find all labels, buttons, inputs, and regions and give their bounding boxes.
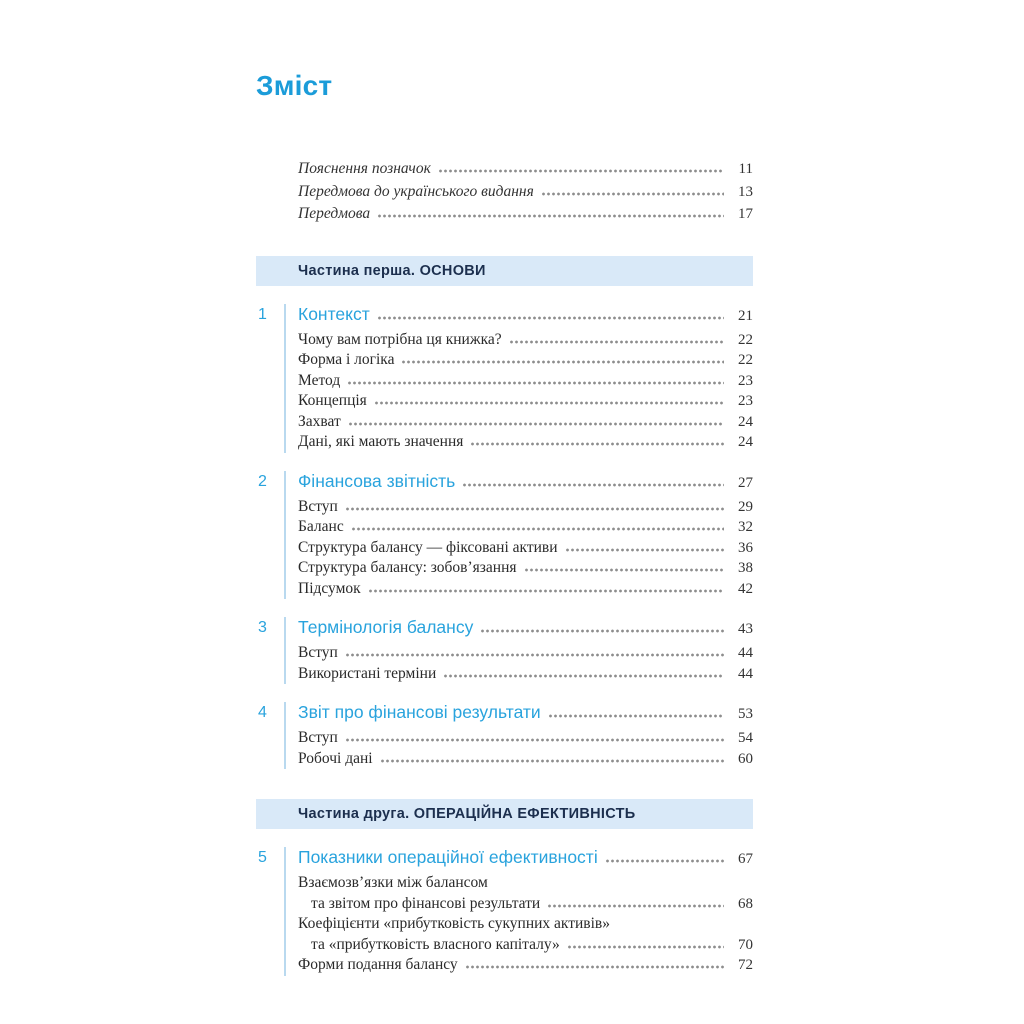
page-number: 11: [738, 161, 753, 177]
chapter-title-row: [298, 617, 753, 638]
toc-entry: [298, 728, 753, 749]
entry-row: [298, 517, 753, 538]
page-number: 36: [738, 539, 753, 556]
chapter: [258, 702, 753, 769]
page-number: 23: [738, 393, 753, 409]
toc-entry: [298, 371, 753, 392]
page-number: 24: [738, 413, 753, 430]
chapter-title: Звіт про фінансові результати: [298, 702, 541, 722]
chapter: [258, 617, 753, 684]
entry-row: [298, 391, 753, 412]
page-number: 17: [738, 206, 753, 222]
front-matter-entry: Пояснення позначок: [298, 160, 431, 177]
entry-row: [298, 558, 753, 579]
entry: Робочі дані: [298, 749, 373, 767]
dot-leader: [524, 568, 724, 572]
chapter: [258, 303, 753, 453]
page-number: 23: [738, 372, 753, 389]
page-number: 27: [738, 474, 753, 491]
chapter-number: 4: [258, 704, 267, 721]
entry-row: [298, 371, 753, 392]
entry: та звітом про фінансові результати: [311, 894, 541, 912]
entry-row: [298, 432, 753, 453]
entry: Вступ: [298, 729, 338, 746]
front-matter-entry: Передмова до українського видання: [298, 182, 534, 200]
page-number: 43: [738, 621, 753, 637]
page-number: 72: [738, 957, 753, 973]
page-number: 29: [738, 498, 753, 515]
toc-entry: [298, 955, 753, 976]
entry: Концепція: [298, 392, 367, 409]
part-header: [256, 799, 753, 829]
page-number: 32: [738, 519, 753, 535]
dot-leader: [480, 629, 724, 633]
page-number: 22: [738, 331, 753, 348]
dot-leader: [567, 945, 724, 949]
toc-entry: [298, 330, 753, 351]
entry: Вступ: [298, 497, 338, 515]
front-matter-entry: Передмова: [298, 205, 371, 222]
dot-leader: [377, 316, 724, 320]
page-number: 21: [738, 307, 753, 324]
dot-leader: [380, 759, 724, 763]
page-number: 22: [738, 352, 753, 368]
entry: Підсумок: [298, 579, 361, 597]
chapter-title: Термінологія балансу: [298, 617, 474, 637]
toc-entry: [298, 749, 753, 770]
dot-leader: [541, 192, 724, 196]
dot-leader: [374, 401, 724, 405]
page-number: 70: [738, 936, 753, 953]
chapter-number: 2: [258, 472, 267, 490]
entry: Дані, які мають значення: [298, 433, 464, 450]
page-number: 13: [738, 183, 753, 200]
dot-leader: [565, 548, 724, 552]
entry-row: [298, 749, 753, 770]
entry: Метод: [298, 371, 341, 389]
entry-row: [298, 643, 753, 664]
toc-content: [256, 0, 753, 976]
entry-row: [298, 728, 753, 749]
toc-entry: [298, 432, 753, 453]
dot-leader: [377, 214, 724, 218]
page-number: 53: [738, 706, 753, 722]
toc-entry: [298, 538, 753, 559]
toc-entry: [298, 350, 753, 371]
entry-row: [298, 664, 753, 685]
dot-leader: [345, 738, 724, 742]
entry-row: [298, 579, 753, 600]
entry-row: [298, 894, 753, 915]
toc-entry: [298, 664, 753, 685]
front-matter-list: [298, 158, 753, 226]
dot-leader: [465, 965, 724, 969]
front-matter-entry-row: [298, 158, 753, 181]
toc-entry: [298, 558, 753, 579]
entry-row: [298, 412, 753, 433]
dot-leader: [438, 169, 724, 173]
toc-entry: [298, 517, 753, 538]
dot-leader: [351, 527, 724, 531]
front-matter-entry-row: [298, 181, 753, 204]
chapter-title: Контекст: [298, 303, 370, 324]
part-header: [256, 256, 753, 286]
dot-leader: [462, 483, 724, 487]
page-number: 68: [738, 895, 753, 912]
dot-leader: [548, 714, 724, 718]
toc-entry: [298, 391, 753, 412]
chapter-number: 5: [258, 849, 267, 866]
page-number: 67: [738, 851, 753, 867]
chapter-title-row: [298, 304, 753, 325]
chapter: [258, 847, 753, 976]
dot-leader: [345, 507, 724, 511]
chapter-number: 1: [258, 305, 267, 323]
entry-row: [298, 497, 753, 518]
entry: Форма і логіка: [298, 351, 395, 368]
chapter-title: Показники операційної ефективності: [298, 847, 598, 867]
chapter: [258, 470, 753, 600]
dot-leader: [547, 904, 724, 908]
entry-row: [298, 538, 753, 559]
page-number: 44: [738, 645, 753, 661]
entry: Використані терміни: [298, 664, 437, 682]
dot-leader: [443, 674, 724, 678]
chapter-number: 3: [258, 619, 267, 636]
page-number: 24: [738, 434, 753, 450]
page-number: 60: [738, 750, 753, 767]
dot-leader: [368, 589, 724, 593]
entry-row: [298, 935, 753, 956]
parts-container: [256, 256, 753, 976]
entry: Структура балансу — фіксовані активи: [298, 538, 558, 556]
entry: Захват: [298, 412, 341, 430]
entry-row: [298, 350, 753, 371]
dot-leader: [345, 653, 724, 657]
entry: та «прибутковість власного капіталу»: [311, 935, 560, 953]
part-header-label: Частина друга. ОПЕРАЦІЙНА ЕФЕКТИВНІСТЬ: [298, 806, 636, 822]
toc-entry: [298, 579, 753, 600]
chapter-title-row: [298, 702, 753, 723]
dot-leader: [605, 859, 724, 863]
dot-leader: [347, 381, 724, 385]
dot-leader: [470, 442, 724, 446]
chapter-title: Фінансова звітність: [298, 470, 456, 491]
toc-entry: [298, 643, 753, 664]
part-header-label: Частина перша. ОСНОВИ: [298, 262, 486, 279]
entry: Структура балансу: зобов’язання: [298, 559, 517, 576]
page-number: 44: [738, 665, 753, 682]
entry-line: Взаємозв’язки між балансом: [298, 874, 488, 891]
page-number: 38: [738, 560, 753, 576]
entry: Форми подання балансу: [298, 956, 458, 973]
chapter-title-row: [298, 847, 753, 868]
entry-row: [298, 955, 753, 976]
toc-entry: [298, 914, 753, 955]
toc-entry: [298, 412, 753, 433]
entry: Баланс: [298, 518, 344, 535]
entry: Вступ: [298, 644, 338, 661]
chapter-title-row: [298, 471, 753, 492]
toc-entry: [298, 873, 753, 914]
entry-line: Коефіцієнти «прибутковість сукупних активів»: [298, 915, 611, 932]
dot-leader: [401, 360, 724, 364]
dot-leader: [348, 422, 724, 426]
page-number: 54: [738, 730, 753, 746]
page-title: Зміст: [256, 70, 333, 101]
front-matter-entry-row: [298, 203, 753, 226]
entry-row: [298, 330, 753, 351]
toc-entry: [298, 497, 753, 518]
entry: Чому вам потрібна ця книжка?: [298, 330, 502, 348]
dot-leader: [509, 340, 724, 344]
page-number: 42: [738, 580, 753, 597]
